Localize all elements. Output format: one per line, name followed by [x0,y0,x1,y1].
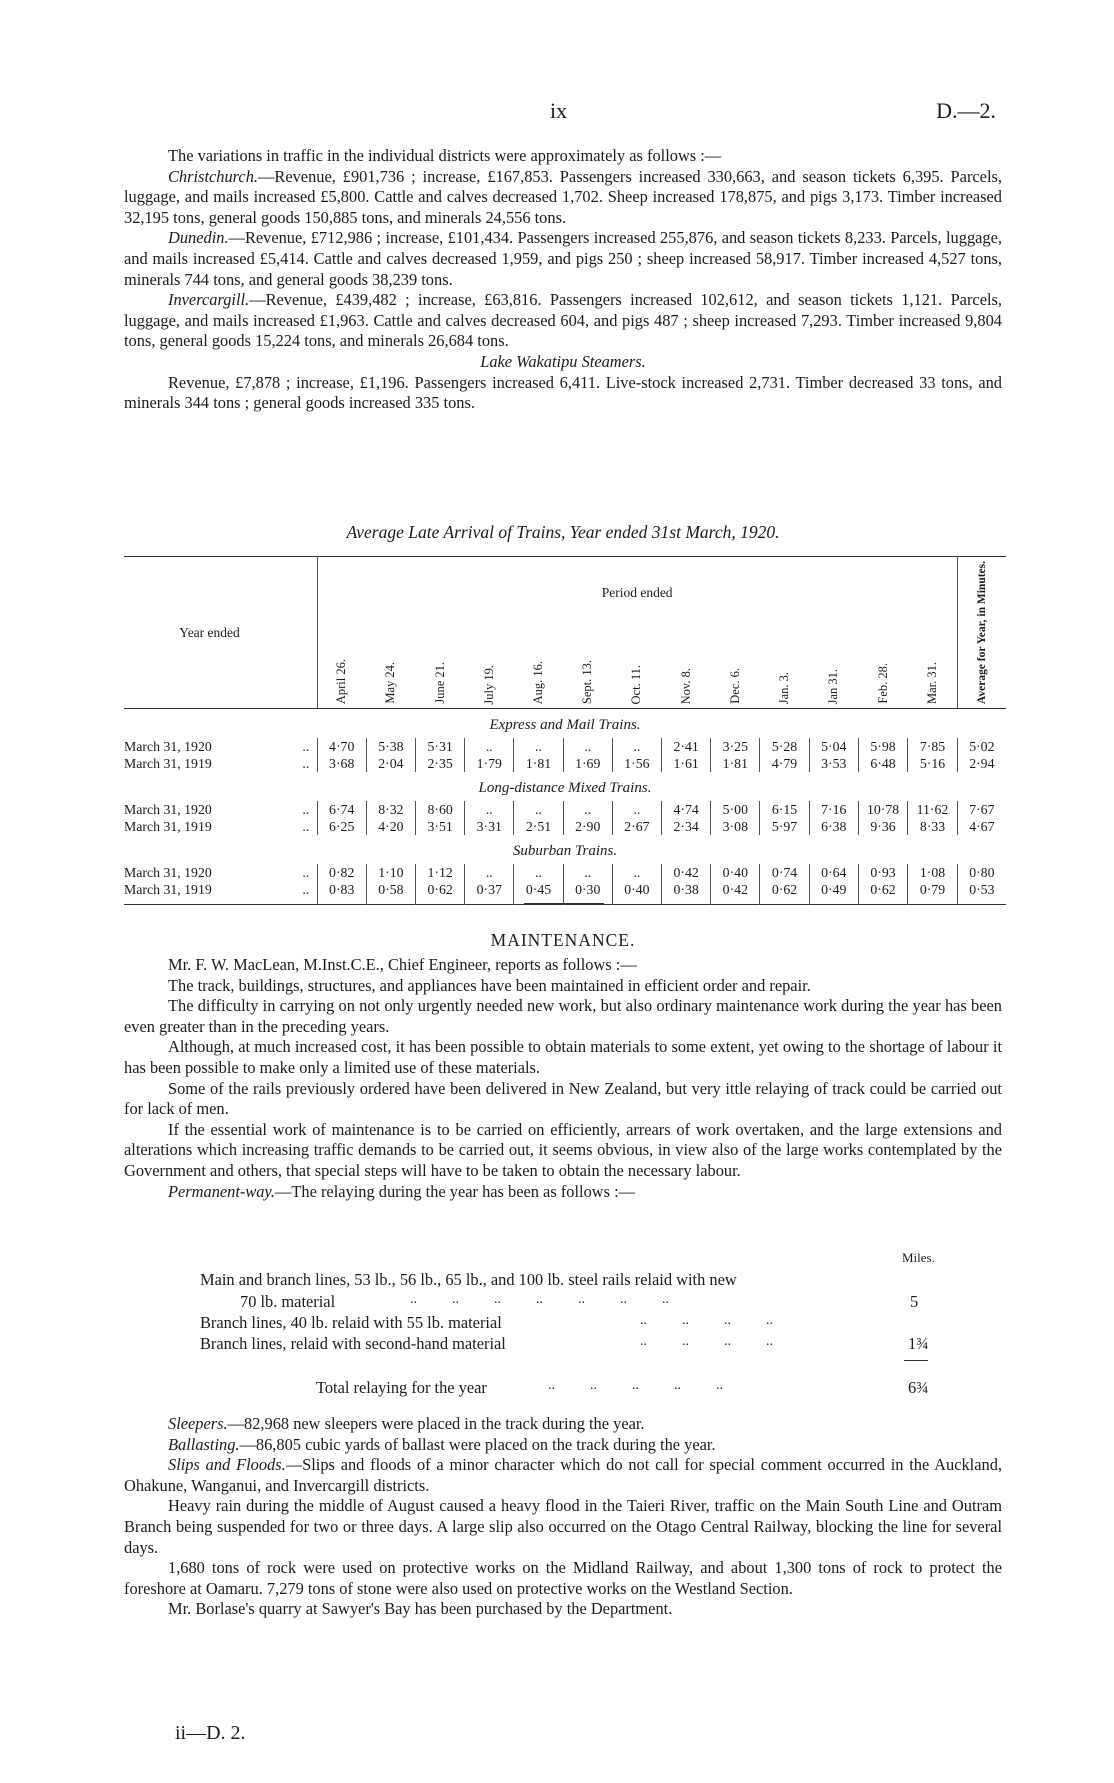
value-cell: 2·35 [416,755,465,772]
value-cell: 0·62 [858,881,907,905]
value-cell: 5·00 [711,801,760,818]
value-cell: 7·85 [908,738,957,755]
value-cell: 7·16 [809,801,858,818]
section-title-row [124,709,1006,739]
wakatipu-heading: Lake Wakatipu Steamers. [480,351,646,371]
value-cell: .. [465,801,514,818]
value-cell: 4·79 [760,755,809,772]
relaying-line: Branch lines, 40 lb. relaid with 55 lb. material [200,1313,502,1332]
value-cell: 6·25 [317,818,366,835]
leader-dots: .. [302,882,310,898]
period-column-header: Oct. 11. [629,664,644,705]
value-cell: 1·08 [908,864,957,881]
maintenance-paragraph: The track, buildings, structures, and appliances have been maintained in efficient order and repair. [168,975,811,995]
value-cell: 4·20 [366,818,415,835]
value-cell: .. [514,801,563,818]
period-column-header: June 21. [432,662,447,705]
average-cell: 5·02 [957,738,1006,755]
value-cell: 6·38 [809,818,858,835]
slips-text: —Slips and floods of a minor character which do not call for special comment occurred in the Auckland, Ohakune, Wanganui, and Invercargill districts. [124,1455,1002,1495]
christchurch-paragraph [124,167,1002,229]
section-title: Suburban Trains. [512,843,618,860]
value-cell: 2·51 [514,818,563,835]
value-cell: 8·33 [908,818,957,835]
period-column-header: Nov. 8. [678,667,693,705]
value-cell: 5·04 [809,738,858,755]
average-cell: 4·67 [957,818,1006,835]
wakatipu-paragraph: Revenue, £7,878 ; increase, £1,196. Passengers increased 6,411. Live-stock increased 2,731. Timber decreased 33 tons, and minerals 344 tons ; general goods increased 335 tons. [124,372,1002,413]
dots-spacer [295,557,317,709]
table-row [124,738,1006,755]
value-cell: 1·56 [612,755,661,772]
value-cell: .. [612,864,661,881]
value-cell: 3·51 [416,818,465,835]
section-title: Express and Mail Trains. [489,717,641,734]
leader-dots: .. .. .. .. .. [548,1378,723,1393]
value-cell: .. [514,864,563,881]
value-cell: 0·74 [760,864,809,881]
period-column-header: Aug. 16. [531,660,545,705]
value-cell: 0·82 [317,864,366,881]
rock-paragraph: 1,680 tons of rock were used on protective works on the Midland Railway, and about 1,300 tons of rock to protect the foreshore at Oamaru. 7,279 tons of stone were also used on protective works on the Westland Section. [124,1558,1002,1598]
value-cell: 0·38 [662,881,711,905]
permanent-way-label: Permanent-way. [168,1181,275,1201]
value-cell: .. [465,738,514,755]
ballasting-paragraph [124,1435,1002,1456]
year-cell: March 31, 1920 [124,865,212,881]
period-column-header: Sept. 13. [580,659,595,705]
year-cell: March 31, 1920 [124,739,212,755]
value-cell: 5·16 [908,755,957,772]
value-cell: 1·12 [416,864,465,881]
traffic-intro: The variations in traffic in the individual districts were approximately as follows :— [168,146,722,165]
value-cell: 0·93 [858,864,907,881]
value-cell: 5·31 [416,738,465,755]
section-divider [524,903,604,904]
year-cell: March 31, 1919 [124,882,212,898]
period-column-header: Dec. 6. [727,668,742,705]
value-cell: 0·45 [514,881,563,905]
value-cell: 0·64 [809,864,858,881]
value-cell: 8·32 [366,801,415,818]
maintenance-paragraph: Some of the rails previously ordered have been delivered in New Zealand, but very ittle relaying of track could be carried out for lack of men. [124,1078,1002,1119]
invercargill-paragraph [124,290,1002,352]
value-cell: 1·81 [514,755,563,772]
leader-dots: .. .. .. .. [640,1334,773,1349]
relaying-line: Main and branch lines, 53 lb., 56 lb., 65 lb., and 100 lb. steel rails relaid with new [200,1270,737,1289]
year-header: Year ended [124,557,295,709]
district-text: —Revenue, £439,482 ; increase, £63,816. Passengers increased 102,612, and season tickets 1,121. Parcels, luggage, and mails increased £1,963. Cattle and calves decreased 604, and pigs 487 ; sheep increased 7,293. Timber increased 9,804 tons, general goods 15,224 tons, and minerals 26,684 tons. [124,290,1002,351]
sleepers-paragraph [124,1414,1002,1435]
average-header: Average for Year, in Minutes. [957,557,1006,709]
slips-label: Slips and Floods. [168,1455,286,1475]
average-cell: 7·67 [957,801,1006,818]
table-caption: Average Late Arrival of Trains, Year ended 31st March, 1920. [346,522,780,542]
value-cell: .. [465,864,514,881]
year-cell: March 31, 1919 [124,819,212,835]
value-cell: 0·42 [711,881,760,905]
district-name: Dunedin. [168,228,229,248]
period-column-header: Mar. 31. [924,662,939,705]
table-row [124,881,1006,905]
slips-paragraph [124,1455,1002,1496]
maintenance-section [124,955,1002,1202]
value-cell: 0·62 [760,881,809,905]
ballasting-text: —86,805 cubic yards of ballast were placed on the track during the year. [239,1434,716,1454]
year-cell: March 31, 1920 [124,802,212,818]
maintenance-intro: Mr. F. W. MacLean, M.Inst.C.E., Chief Engineer, reports as follows :— [168,955,637,974]
permanent-way-paragraph [124,1182,1002,1203]
value-cell: 1·79 [465,755,514,772]
miles-header: Miles. [902,1250,935,1265]
district-text: —Revenue, £712,986 ; increase, £101,434. Passengers increased 255,876, and season tickets 8,233. Parcels, luggage, and mails increased £5,414. Cattle and calves decreased 1,959, and pigs 250 ; sheep increased 58,917. Timber increased 4,527 tons, minerals 744 tons, and general goods 38,239 tons. [124,228,1002,289]
value-cell: 1·69 [563,755,612,772]
flood-paragraph: Heavy rain during the middle of August caused a heavy flood in the Taieri River, traffic on the Main South Line and Outram Branch being suspended for two or three days. A large slip also occurred on the Otago Central Railway, blocking the line for several days. [124,1496,1002,1557]
section-title-row [124,772,1006,801]
maintenance-heading: MAINTENANCE. [490,930,636,950]
leader-dots: .. .. .. .. [640,1313,773,1328]
year-cell: March 31, 1919 [124,756,212,772]
sleepers-label: Sleepers. [168,1414,228,1433]
value-cell: 2·67 [612,818,661,835]
value-cell: 3·31 [465,818,514,835]
leader-dots: .. [302,819,310,835]
value-cell: 1·10 [366,864,415,881]
table-row [124,755,1006,772]
permanent-way-text: —The relaying during the year has been as follows :— [274,1181,636,1201]
value-cell: 0·83 [317,881,366,905]
average-cell: 2·94 [957,755,1006,772]
maintenance-paragraph: If the essential work of maintenance is to be carried on efficiently, arrears of work overtaken, and the large extensions and alterations which increasing traffic demands to be carried out, it seems obvious, in view also of the large works contemplated by the Government and others, that special steps will have to be taken to obtain the necessary labour. [124,1119,1002,1180]
value-cell: 0·40 [711,864,760,881]
value-cell: 4·74 [662,801,711,818]
value-cell: 0·79 [908,881,957,905]
value-cell: .. [563,864,612,881]
ballasting-label: Ballasting. [168,1434,240,1454]
value-cell: 9·36 [858,818,907,835]
value-cell: 0·58 [366,881,415,905]
leader-dots: .. [302,756,310,772]
period-column-header: July 19. [481,664,496,705]
printer-signature: ii—D. 2. [175,1722,246,1744]
period-column-header: Feb. 28. [875,663,890,705]
value-cell: 0·37 [465,881,514,905]
period-column-header: April 26. [317,630,366,709]
leader-dots: .. .. .. .. .. .. .. [410,1292,669,1307]
value-cell: 2·04 [366,755,415,772]
value-cell: 6·74 [317,801,366,818]
section-title: Long-distance Mixed Trains. [478,780,652,797]
leader-dots: .. [302,739,310,755]
value-cell: 2·34 [662,818,711,835]
leader-dots: .. [302,802,310,818]
page-number: ix [550,98,568,123]
relaying-line: 70 lb. material [240,1292,336,1311]
total-label: Total relaying for the year [316,1378,487,1397]
value-cell: 0·49 [809,881,858,905]
total-miles: 6¾ [908,1378,929,1397]
dunedin-paragraph [124,228,1002,290]
period-column-header: May 24. [383,662,398,705]
value-cell: 2·90 [563,818,612,835]
maintenance-continued [124,1414,1002,1620]
value-cell: 5·97 [760,818,809,835]
value-cell: 2·41 [662,738,711,755]
sum-rule [904,1360,928,1361]
value-cell: 0·42 [662,864,711,881]
value-cell: 0·30 [563,881,612,905]
value-cell: 0·40 [612,881,661,905]
average-cell: 0·80 [957,864,1006,881]
maintenance-paragraph: Although, at much increased cost, it has been possible to obtain materials to some extent, yet owing to the shortage of labour it has been possible to make only a limited use of these materials. [124,1037,1002,1077]
value-cell: .. [612,801,661,818]
document-reference: D.—2. [936,98,996,123]
value-cell: .. [612,738,661,755]
value-cell: 5·38 [366,738,415,755]
value-cell: 11·62 [908,801,957,818]
district-text: —Revenue, £901,736 ; increase, £167,853. Passengers increased 330,663, and season tickets 6,395. Parcels, luggage, and mails increased £5,800. Cattle and calves decreased 1,702. Sheep increased 178,875, and pigs 3,173. Timber increased 32,195 tons, general goods 150,885 tons, and minerals 24,556 tons. [124,166,1002,227]
table-row [124,818,1006,835]
district-name: Invercargill. [168,290,250,310]
period-column-header: Jan 31. [826,668,841,705]
quarry-paragraph: Mr. Borlase's quarry at Sawyer's Bay has been purchased by the Department. [168,1599,673,1619]
value-cell: .. [563,801,612,818]
value-cell: 0·62 [416,881,465,905]
value-cell: 3·25 [711,738,760,755]
value-cell: .. [514,738,563,755]
maintenance-paragraph: The difficulty in carrying on not only urgently needed new work, but also ordinary maintenance work during the year has been even greater than in the preceding years. [124,996,1002,1036]
value-cell: 8·60 [416,801,465,818]
late-arrival-table [124,556,1006,905]
relaying-miles: 1¾ [908,1334,929,1353]
relaying-line: Branch lines, relaid with second-hand material [200,1334,506,1353]
value-cell: 10·78 [858,801,907,818]
traffic-section [124,146,1002,414]
value-cell: 6·15 [760,801,809,818]
value-cell: 3·68 [317,755,366,772]
average-cell: 0·53 [957,881,1006,905]
value-cell: 3·08 [711,818,760,835]
table-body [124,709,1006,905]
table-row [124,864,1006,881]
section-title-row [124,835,1006,864]
sleepers-text: —82,968 new sleepers were placed in the track during the year. [227,1414,645,1433]
value-cell: 1·61 [662,755,711,772]
district-name: Christchurch. [168,166,258,186]
value-cell: .. [563,738,612,755]
value-cell: 6·48 [858,755,907,772]
period-header: Period ended [317,557,957,631]
value-cell: 3·53 [809,755,858,772]
value-cell: 4·70 [317,738,366,755]
value-cell: 5·28 [760,738,809,755]
table-row [124,801,1006,818]
relaying-miles: 5 [910,1292,919,1311]
value-cell: 1·81 [711,755,760,772]
value-cell: 5·98 [858,738,907,755]
period-column-header: Jan. 3. [777,671,792,705]
leader-dots: .. [302,865,310,881]
